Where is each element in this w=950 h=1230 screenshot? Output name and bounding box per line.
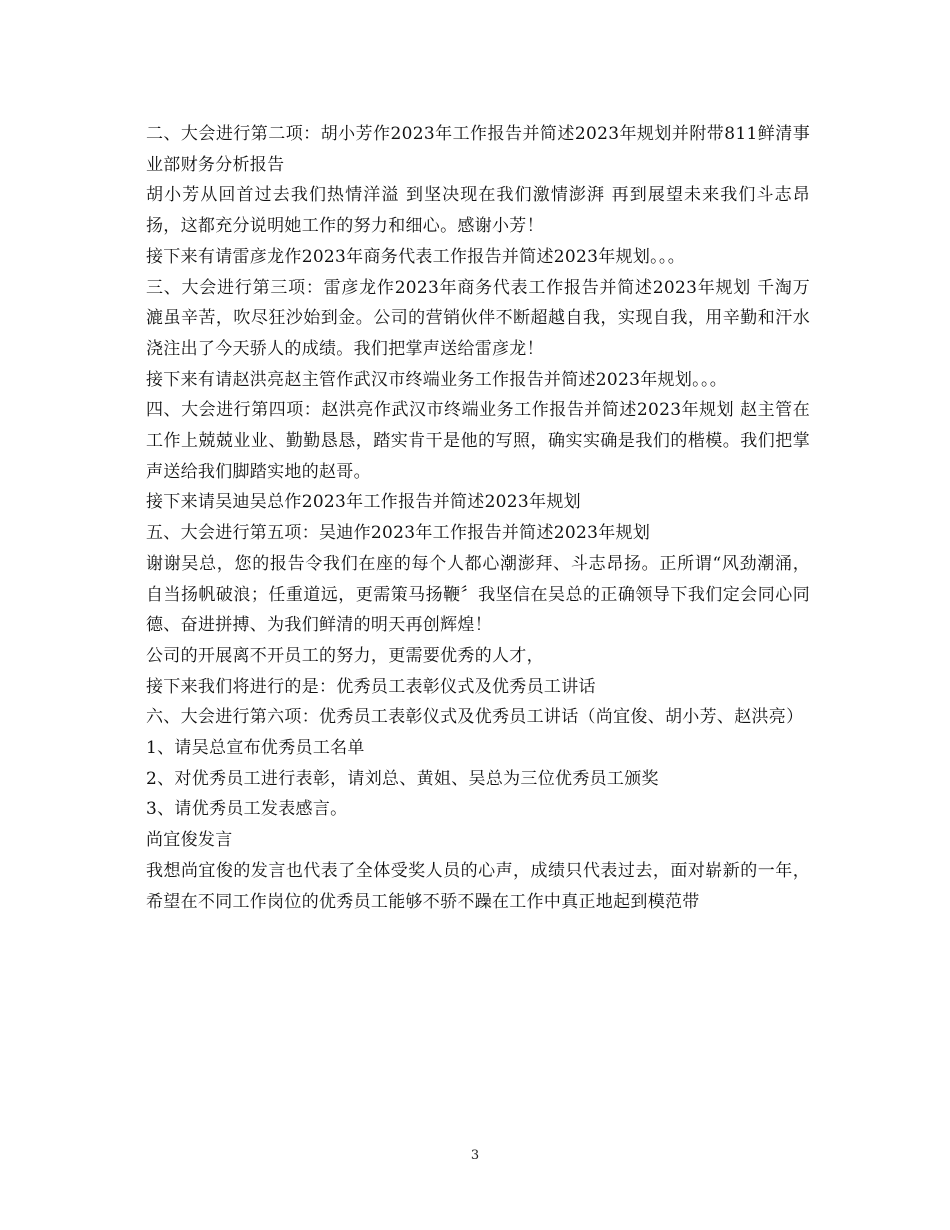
- paragraph: 公司的开展离不开员工的努力，更需要优秀的人才，: [146, 645, 544, 666]
- paragraph: 2、对优秀员工进行表彰，请刘总、黄姐、吴总为三位优秀员工颁奖: [146, 768, 659, 789]
- paragraph: 接下来有请赵洪亮赵主管作武汉市终端业务工作报告并简述2023年规划。。。: [146, 369, 728, 390]
- paragraph: 尚宜俊发言: [146, 830, 233, 851]
- paragraph: 接下来请吴迪吴总作2023年工作报告并简述2023年规划: [146, 492, 581, 513]
- paragraph: 六、大会进行第六项：优秀员工表彰仪式及优秀员工讲话（尚宜俊、胡小芳、赵洪亮）: [146, 707, 804, 728]
- paragraph: 我想尚宜俊的发言也代表了全体受奖人员的心声，成绩只代表过去，面对崭新的一年，希望在不同工作岗位的优秀员工能够不骄不躁在工作中真正地起到模范带: [146, 860, 810, 912]
- paragraph: 三、大会进行第三项：雷彦龙作2023年商务代表工作报告并简述2023年规划 千淘万漉虽辛苦，吹尽狂沙始到金。公司的营销伙伴不断超越自我，实现自我，用辛勤和汗水浇注出了今天骄人的成绩。我们把掌声送给雷彦龙！: [146, 277, 810, 359]
- paragraph: 二、大会进行第二项：胡小芳作2023年工作报告并简述2023年规划并附带811鲜清事业部财务分析报告: [146, 124, 810, 175]
- paragraph: 四、大会进行第四项：赵洪亮作武汉市终端业务工作报告并简述2023年规划 赵主管在工作上兢兢业业、勤勤恳恳，踏实肯干是他的写照，确实实确是我们的楷模。我们把掌声送给我们脚踏实地的赵哥。: [146, 400, 810, 482]
- paragraph: 3、请优秀员工发表感言。: [146, 799, 348, 820]
- document-body: [146, 119, 810, 917]
- paragraph: 接下来有请雷彦龙作2023年商务代表工作报告并简述2023年规划。。。: [146, 246, 686, 267]
- paragraph: 谢谢吴总，您的报告令我们在座的每个人都心潮澎拜、斗志昂扬。正所谓“风劲潮涌，自当扬帆破浪；任重道远，更需策马扬鞭〞我坚信在吴总的正确领导下我们定会同心同德、奋进拼搏、为我们鲜清的明天再创辉煌！: [146, 553, 810, 636]
- paragraph: 五、大会进行第五项：吴迪作2023年工作报告并简述2023年规划: [146, 523, 651, 544]
- paragraph: 胡小芳从回首过去我们热情洋溢 到坚决现在我们激情澎湃 再到展望未来我们斗志昂扬，这都充分说明她工作的努力和细心。感谢小芳！: [146, 185, 810, 237]
- paragraph: 1、请吴总宣布优秀员工名单: [146, 738, 365, 759]
- page-number: 3: [470, 1148, 480, 1163]
- paragraph: 接下来我们将进行的是：优秀员工表彰仪式及优秀员工讲话: [146, 676, 596, 697]
